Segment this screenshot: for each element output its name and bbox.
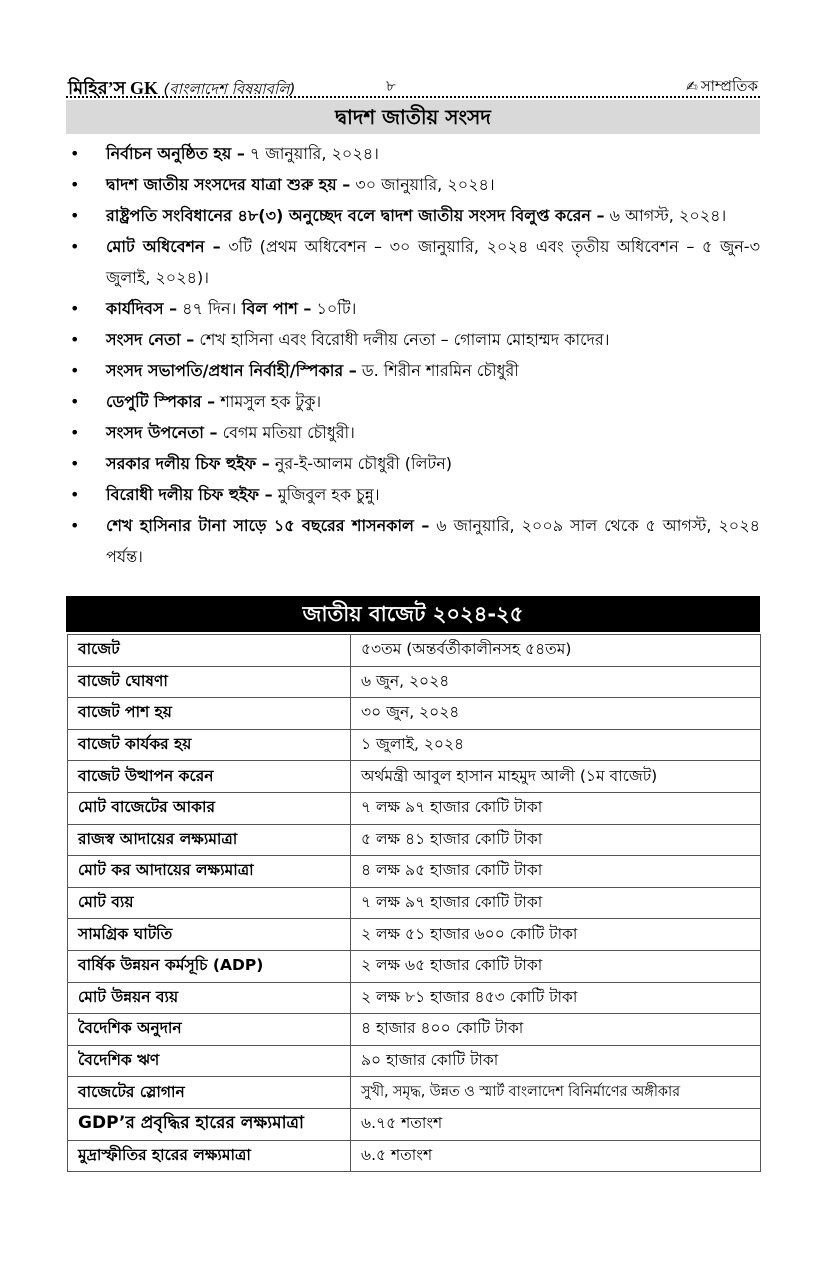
bullet-icon: • [70,330,80,349]
list-item [66,417,760,448]
list-item [66,324,760,355]
fact-value: বেগম মতিয়া চৌধুরী। [217,423,355,442]
row-label: মোট উন্নয়ন ব্যয় [68,982,351,1014]
fact-label: সংসদ সভাপতি/প্রধান নির্বাহী/স্পিকার – [106,361,357,380]
list-item [66,231,760,293]
table-row [68,887,761,919]
table-row [68,1014,761,1046]
row-label: বাজেট পাশ হয় [68,698,351,730]
table-row [68,666,761,698]
parliament-facts-list [66,138,760,572]
fact-label: বিল পাশ – [236,299,312,318]
fact-label: বিরোধী দলীয় চিফ হুইফ – [106,485,273,504]
fact-label: মোট অধিবেশন – [106,237,221,256]
row-value: ২ লক্ষ ৮১ হাজার ৪৫৩ কোটি টাকা [351,982,761,1014]
fact-label: ডেপুটি স্পিকার – [106,392,216,411]
list-item [66,169,760,200]
fact-value: ৩০ জানুয়ারি, ২০২৪। [350,175,495,194]
row-value: ২ লক্ষ ৬৫ হাজার কোটি টাকা [351,950,761,982]
row-label: বাজেট কার্যকর হয় [68,729,351,761]
pen-writing-icon: ✍ [685,79,698,95]
bullet-icon: • [70,175,80,194]
fact-value: ৭ জানুয়ারি, ২০২৪। [244,144,379,163]
header-subtitle: (বাংলাদেশ বিষয়াবলি) [163,80,296,98]
fact-label: রাষ্ট্রপতি সংবিধানের ৪৮(৩) অনুচ্ছেদ বলে দ্বাদশ জাতীয় সংসদ বিলুপ্ত করেন – [106,206,605,225]
bullet-icon: • [70,485,80,504]
list-item [66,355,760,386]
table-row [68,1108,761,1140]
row-label: বৈদেশিক ঋণ [68,1045,351,1077]
fact-label: নির্বাচন অনুষ্ঠিত হয় – [106,144,245,163]
section-title-parliament: দ্বাদশ জাতীয় সংসদ [66,100,760,134]
row-value: ৭ লক্ষ ৯৭ হাজার কোটি টাকা [351,887,761,919]
table-row [68,635,761,667]
table-row [68,856,761,888]
fact-value: ১০টি। [311,299,357,318]
row-label: মোট কর আদায়ের লক্ষ্যমাত্রা [68,856,351,888]
bullet-icon: • [70,454,80,473]
section-title-budget: জাতীয় বাজেট ২০২৪-২৫ [66,596,760,632]
row-label: বাজেট উত্থাপন করেন [68,761,351,793]
fact-label: শেখ হাসিনার টানা সাড়ে ১৫ বছরের শাসনকাল – [106,516,430,535]
row-label: মুদ্রাস্ফীতির হারের লক্ষ্যমাত্রা [68,1140,351,1172]
row-value: ৯০ হাজার কোটি টাকা [351,1045,761,1077]
fact-value: ৪৭ দিন। [177,299,237,318]
row-value: ৬ জুন, ২০২৪ [351,666,761,698]
row-value: ৩০ জুন, ২০২৪ [351,698,761,730]
row-label: বাজেট ঘোষণা [68,666,351,698]
bullet-icon: • [70,516,80,535]
table-row [68,982,761,1014]
row-value: ৪ হাজার ৪০০ কোটি টাকা [351,1014,761,1046]
row-value: ৫৩তম (অন্তর্বর্তীকালীনসহ ৫৪তম) [351,635,761,667]
row-value: ৬.৭৫ শতাংশ [351,1108,761,1140]
table-row [68,1140,761,1172]
row-label: বাজেটের স্লোগান [68,1077,351,1109]
table-row [68,1077,761,1109]
row-value: ২ লক্ষ ৫১ হাজার ৬০০ কোটি টাকা [351,919,761,951]
fact-value: শেখ হাসিনা এবং বিরোধী দলীয় নেতা – গোলাম মোহাম্মদ কাদের। [194,330,610,349]
bullet-icon: • [70,144,80,163]
bullet-icon: • [70,206,80,225]
table-row [68,698,761,730]
row-value: সুখী, সমৃদ্ধ, উন্নত ও স্মার্ট বাংলাদেশ বিনির্মাণের অঙ্গীকার [351,1077,761,1109]
row-label: বাজেট [68,635,351,667]
row-label: মোট বাজেটের আকার [68,792,351,824]
bullet-icon: • [70,423,80,442]
row-label: GDP’র প্রবৃদ্ধির হারের লক্ষ্যমাত্রা [68,1108,351,1140]
row-value: ৭ লক্ষ ৯৭ হাজার কোটি টাকা [351,792,761,824]
row-value: ৬.৫ শতাংশ [351,1140,761,1172]
table-row [68,950,761,982]
fact-value: ৬ জানুয়ারি, ২০০৯ সাল থেকে ৫ আগস্ট, ২০২৪ পর্যন্ত। [106,516,760,566]
fact-value: ড. শিরীন শারমিন চৌধুরী [356,361,519,380]
list-item [66,138,760,169]
page-number: ৮ [386,77,396,95]
table-row [68,824,761,856]
bullet-icon: • [70,392,80,411]
fact-value: ৩টি (প্রথম অধিবেশন – ৩০ জানুয়ারি, ২০২৪ এবং তৃতীয় অধিবেশন – ৫ জুন-৩ জুলাই, ২০২৪)। [106,237,760,287]
header-section-label: সাম্প্রতিক [700,77,758,95]
list-item [66,479,760,510]
row-value: ৫ লক্ষ ৪১ হাজার কোটি টাকা [351,824,761,856]
row-value: ১ জুলাই, ২০২৪ [351,729,761,761]
list-item [66,293,760,324]
fact-label: দ্বাদশ জাতীয় সংসদের যাত্রা শুরু হয় – [106,175,351,194]
fact-value: শামসুল হক টুকু। [215,392,322,411]
fact-label: সরকার দলীয় চিফ হুইফ – [106,454,270,473]
row-label: বার্ষিক উন্নয়ন কর্মসূচি (ADP) [68,950,351,982]
row-value: ৪ লক্ষ ৯৫ হাজার কোটি টাকা [351,856,761,888]
table-row [68,1045,761,1077]
fact-label: সংসদ উপনেতা – [106,423,218,442]
table-row [68,919,761,951]
bullet-icon: • [70,237,80,256]
row-label: সামগ্রিক ঘাটতি [68,919,351,951]
list-item [66,200,760,231]
fact-value: নুর-ই-আলম চৌধুরী (লিটন) [269,454,453,473]
row-label: মোট ব্যয় [68,887,351,919]
list-item [66,386,760,417]
row-value: অর্থমন্ত্রী আবুল হাসান মাহমুদ আলী (১ম বাজেট) [351,761,761,793]
list-item [66,448,760,479]
bullet-icon: • [70,361,80,380]
fact-value: ৬ আগস্ট, ২০২৪। [604,206,727,225]
row-label: রাজস্ব আদায়ের লক্ষ্যমাত্রা [68,824,351,856]
table-row [68,761,761,793]
fact-value: মুজিবুল হক চুন্নু। [272,485,380,504]
table-row [68,792,761,824]
list-item [66,510,760,572]
header-brand: মিহির’স GK [68,78,159,98]
row-label: বৈদেশিক অনুদান [68,1014,351,1046]
fact-label: কার্যদিবস – [106,299,178,318]
fact-label: সংসদ নেতা – [106,330,195,349]
budget-table [67,634,761,1172]
running-header [66,72,760,98]
bullet-icon: • [70,299,80,318]
header-section [686,75,758,100]
table-row [68,729,761,761]
